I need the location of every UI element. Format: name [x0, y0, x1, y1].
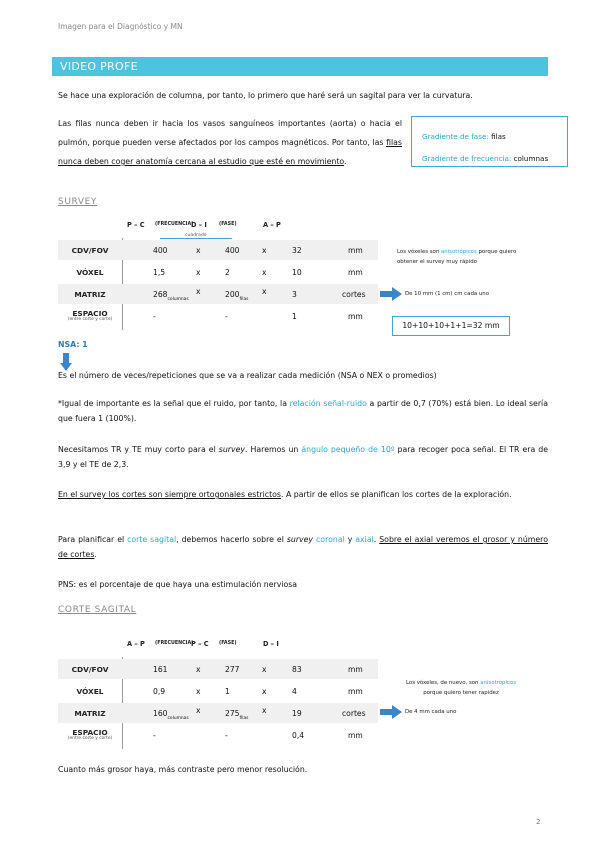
table-cell	[153, 709, 189, 721]
cell-value: 83	[292, 665, 302, 674]
times-sign: x	[196, 246, 201, 255]
unit-label: mm	[348, 268, 363, 277]
column-header: P – C	[191, 640, 209, 648]
cell-value: -	[225, 312, 228, 321]
column-header: D – I	[263, 640, 279, 648]
cell-value: 1	[292, 312, 297, 321]
table-cell	[225, 246, 240, 255]
plan-italic: survey	[286, 535, 314, 544]
closing-paragraph: Cuanto más grosor haya, más contraste pero menor resolución.	[58, 765, 308, 774]
table-cell	[153, 687, 165, 696]
cell-value: 275	[225, 709, 240, 718]
cell-value: 32	[292, 246, 302, 255]
table-cell	[153, 312, 156, 321]
plan-cyan-sagital: corte sagital	[127, 535, 177, 544]
plan-mid1: , debemos hacerlo sobre el	[176, 535, 287, 544]
row-label-sub: (entre corte y corte)	[67, 736, 113, 741]
row-label-text: MATRIZ	[74, 290, 106, 299]
table-cell	[225, 709, 248, 721]
table-cell	[153, 731, 156, 740]
sagital-note-cyan: anisotrópicos	[480, 680, 517, 686]
column-header: A – P	[127, 640, 145, 648]
table-cell	[292, 731, 304, 740]
page-number: 2	[536, 818, 541, 826]
column-header-note: (FASE)	[219, 222, 237, 227]
plan-mid2: y	[344, 535, 356, 544]
plan-mid3: .	[373, 535, 380, 544]
cell-value: 4	[292, 687, 297, 696]
nsa-label: NSA: 1	[58, 340, 88, 349]
cell-value: 160	[153, 709, 168, 718]
table-cell	[292, 246, 302, 255]
survey-arrow-note: De 10 mm (1 cm) cm cada uno	[405, 291, 490, 297]
row-label	[58, 309, 122, 322]
cell-value: 200	[225, 290, 240, 299]
cell-subscript: filas	[239, 716, 249, 721]
table-cell	[292, 268, 302, 277]
cell-subscript: columnas	[167, 297, 189, 302]
survey-note-cyan: anisotrópicos	[440, 249, 477, 255]
table-cell	[292, 665, 302, 674]
phase-gradient-value: filas	[491, 132, 506, 141]
row-label	[58, 728, 122, 741]
survey-title: SURVEY	[58, 197, 98, 207]
column-header-note: (FRECUENCIA)	[155, 641, 194, 646]
survey-arrow-icon	[380, 287, 402, 301]
row-label	[58, 246, 122, 255]
unit-label: mm	[348, 687, 363, 696]
row-label-text: CDV/FOV	[71, 665, 109, 674]
orth-underlined: En el survey los cortes son siempre ortogonales estrictos	[58, 490, 281, 499]
tr-italic: survey	[218, 445, 246, 454]
sagital-note	[398, 678, 524, 698]
row-label-text: CDV/FOV	[71, 246, 109, 255]
sagital-arrow-note: De 4 mm cada uno	[405, 709, 457, 715]
row-label	[58, 268, 122, 277]
column-header: P – C	[127, 221, 145, 229]
times-sign: x	[196, 665, 201, 674]
unit-label: mm	[348, 731, 363, 740]
plan-underlined: Sobre el axial veremos el grosor y número de cortes	[58, 535, 548, 559]
survey-note-end: porque quiero obtener el survey muy rápido	[397, 249, 517, 265]
cell-value: 1	[225, 687, 230, 696]
row-label	[58, 665, 122, 674]
table-cell	[153, 246, 168, 255]
times-sign: x	[262, 287, 267, 296]
unit-label: cortes	[342, 709, 366, 718]
cell-subscript: columnas	[167, 716, 189, 721]
intro-paragraph: Se hace una exploración de columna, por tanto, lo primero que haré será un sagital para ver la curvatura.	[58, 91, 473, 100]
square-annotation-line	[160, 238, 232, 239]
cell-value: 2	[225, 268, 230, 277]
table-cell	[225, 731, 228, 740]
cell-value: 0,4	[292, 731, 305, 740]
row-label-text: ESPACIO	[72, 728, 108, 737]
table-cell	[292, 312, 297, 321]
freq-gradient-line	[422, 148, 567, 170]
phases-underlined: filas nunca deben coger anatomía cercana al estudio que esté en movimiento	[58, 138, 402, 166]
column-header-note: (FASE)	[219, 641, 237, 646]
sagital-note-end: porque quiero tener rapidez	[423, 690, 499, 696]
square-annotation: cuadrado	[185, 233, 207, 238]
cell-value: 268	[153, 290, 168, 299]
unit-label: mm	[348, 312, 363, 321]
cell-value: -	[153, 312, 156, 321]
plan-end: .	[94, 550, 97, 559]
table-cell	[225, 665, 240, 674]
cell-value: -	[225, 731, 228, 740]
phase-gradient-line	[422, 126, 567, 148]
freq-gradient-value: columnas	[513, 154, 549, 163]
section-banner: VIDEO PROFE	[52, 57, 548, 76]
times-sign: x	[196, 706, 201, 715]
survey-note-text: Los vóxeles son	[397, 249, 441, 255]
row-label	[58, 709, 122, 718]
cell-value: 10	[292, 268, 302, 277]
cell-value: 3	[292, 290, 297, 299]
row-label-sub: (entre corte y corte)	[67, 317, 113, 322]
freq-gradient-label: Gradiente de frecuencia:	[422, 154, 512, 163]
phases-text: Las filas nunca deben ir hacia los vasos sanguíneos importantes (aorta) o hacia el pulmón, porque pueden verse afectados por los campos magnéticos. Por tanto, las	[58, 119, 402, 147]
sagital-note-text: Los vóxeles, de nuevo, son	[405, 680, 481, 686]
table-cell	[225, 290, 248, 302]
cell-value: 1,5	[153, 268, 166, 277]
running-header: Imagen para el Diagnóstico y MN	[58, 22, 183, 31]
tr-end: para recoger poca señal. El TR era de 3,9 y el TE de 2,3.	[58, 445, 548, 469]
times-sign: x	[196, 287, 201, 296]
times-sign: x	[262, 246, 267, 255]
phase-gradient-label: Gradiente de fase:	[422, 132, 489, 141]
table-cell	[153, 665, 168, 674]
row-label	[58, 290, 122, 299]
table-cell	[153, 268, 165, 277]
times-sign: x	[196, 687, 201, 696]
tr-text: Necesitamos TR y TE muy corto para el	[58, 445, 219, 454]
column-header-note: (FRECUENCIA)	[155, 222, 194, 227]
tr-paragraph	[58, 442, 548, 472]
cell-value: 161	[153, 665, 168, 674]
survey-sum-box: 10+10+10+1+1=32 mm	[392, 316, 510, 336]
cell-subscript: filas	[239, 297, 249, 302]
unit-label: mm	[348, 246, 363, 255]
sagital-title: CORTE SAGITAL	[58, 605, 137, 615]
phases-paragraph	[58, 114, 402, 171]
signal-paragraph	[58, 396, 548, 426]
survey-note	[397, 247, 517, 267]
times-sign: x	[262, 268, 267, 277]
cell-value: 400	[225, 246, 240, 255]
row-label-text: MATRIZ	[74, 709, 106, 718]
times-sign: x	[262, 687, 267, 696]
pns-paragraph: PNS: es el porcentaje de que haya una estimulación nerviosa	[58, 580, 298, 589]
cell-value: 277	[225, 665, 240, 674]
plan-cyan-axial: axial	[355, 535, 374, 544]
orth-end: . A partir de ellos se planifican los cortes de la exploración.	[280, 490, 512, 499]
plan-cyan-coronal: coronal	[313, 535, 345, 544]
tr-mid: . Haremos un	[245, 445, 302, 454]
plan-text: Para planificar el	[58, 535, 128, 544]
cell-value: 19	[292, 709, 302, 718]
table-cell	[292, 687, 297, 696]
table-cell	[225, 312, 228, 321]
row-label-text: VÓXEL	[76, 687, 104, 696]
phases-end: .	[344, 157, 347, 166]
sagital-arrow-icon	[380, 705, 402, 719]
column-header: A – P	[263, 221, 281, 229]
column-header: D – I	[191, 221, 207, 229]
signal-cyan: relación señal-ruido	[289, 399, 367, 408]
times-sign: x	[196, 268, 201, 277]
tr-cyan: ángulo pequeño de 10º	[301, 445, 395, 454]
cell-value: -	[153, 731, 156, 740]
row-label	[58, 687, 122, 696]
orthogonal-paragraph	[58, 487, 548, 502]
signal-text: *Igual de importante es la señal que el ruido, por tanto, la	[58, 399, 290, 408]
table-cell	[292, 709, 302, 718]
unit-label: mm	[348, 665, 363, 674]
cell-value: 0,9	[153, 687, 166, 696]
times-sign: x	[262, 706, 267, 715]
table-cell	[292, 290, 297, 299]
row-label-text: ESPACIO	[72, 309, 108, 318]
plan-paragraph	[58, 532, 548, 562]
table-cell	[153, 290, 189, 302]
signal-end: a partir de 0,7 (70%) está bien. Lo ideal sería que fuera 1 (100%).	[58, 399, 549, 423]
nsa-paragraph: Es el número de veces/repeticiones que se va a realizar cada medición (NSA o NEX o promedios)	[58, 371, 437, 380]
table-cell	[225, 268, 230, 277]
unit-label: cortes	[342, 290, 366, 299]
table-cell	[225, 687, 230, 696]
row-label-text: VÓXEL	[76, 268, 104, 277]
times-sign: x	[262, 665, 267, 674]
gradient-box	[411, 116, 568, 167]
cell-value: 400	[153, 246, 168, 255]
